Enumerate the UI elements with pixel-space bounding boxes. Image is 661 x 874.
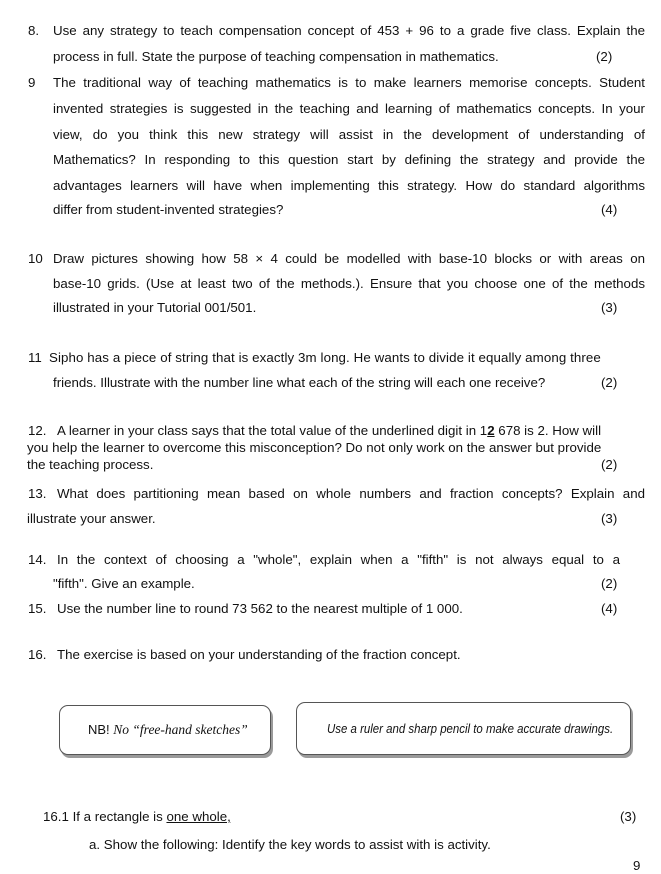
q10-number: 10 — [28, 251, 43, 266]
q12-line-2: you help the learner to overcome this misconception? Do not only work on the answer but provide — [27, 440, 602, 455]
note-freehand-text: No “free-hand sketches” — [113, 722, 248, 737]
q12-underlined-digit: 2 — [487, 423, 495, 438]
q11-line-2: friends. Illustrate with the number line what each of the string will each one receive? — [53, 375, 546, 390]
q12-number: 12. — [28, 423, 47, 438]
q11-mark: (2) — [601, 375, 618, 390]
note-nb-label: NB! — [88, 722, 110, 737]
q14-mark: (2) — [601, 576, 618, 591]
q9-line-6: differ from student-invented strategies? — [53, 202, 284, 217]
q10-line-2: base-10 grids. (Use at least two of the methods.). Ensure that you choose one of the methods — [53, 276, 645, 291]
q16-1-sub-a: a. Show the following: Identify the key words to assist with is activity. — [89, 837, 491, 852]
q8-line-1: Use any strategy to teach compensation concept of 453 + 96 to a grade five class. Explain the — [53, 23, 645, 38]
q15-number: 15. — [28, 601, 47, 616]
q9-line-3: view, do you think this new strategy will assist in the development of understanding of — [53, 127, 645, 142]
q12-mark: (2) — [601, 457, 618, 472]
q13-line-1: What does partitioning mean based on whole numbers and fraction concepts? Explain and — [57, 486, 645, 501]
q9-line-1: The traditional way of teaching mathematics is to make learners memorise concepts. Student — [53, 75, 645, 90]
q13-line-2: illustrate your answer. — [27, 511, 156, 526]
q9-line-4: Mathematics? In responding to this question start by defining the strategy and provide the — [53, 152, 645, 167]
q16-1-mark: (3) — [620, 809, 637, 824]
q13-mark: (3) — [601, 511, 618, 526]
q12-line-3: the teaching process. — [27, 457, 154, 472]
q8-number: 8. — [28, 23, 40, 38]
q13-number: 13. — [28, 486, 47, 501]
q16-1-underlined: one whole, — [166, 809, 231, 824]
q9-mark: (4) — [601, 202, 618, 217]
q8-mark: (2) — [596, 49, 613, 64]
q14-line-2: "fifth". Give an example. — [53, 576, 195, 591]
q16-1-line: 16.1 If a rectangle is one whole, — [43, 809, 231, 824]
page-number: 9 — [633, 858, 641, 873]
q15-mark: (4) — [601, 601, 618, 616]
q11-line-1: Sipho has a piece of string that is exactly 3m long. He wants to divide it equally among three — [49, 350, 601, 365]
note-box-ruler — [296, 702, 631, 755]
q12-line-1: A learner in your class says that the total value of the underlined digit in 12 678 is 2. How will — [57, 423, 602, 438]
q14-number: 14. — [28, 552, 47, 567]
q11-number: 11 — [28, 350, 42, 365]
q10-line-3: illustrated in your Tutorial 001/501. — [53, 300, 257, 315]
q10-mark: (3) — [601, 300, 618, 315]
q14-line-1: In the context of choosing a "whole", explain when a "fifth" is not always equal to a — [57, 552, 620, 567]
q16-text: The exercise is based on your understanding of the fraction concept. — [57, 647, 461, 662]
q9-number: 9 — [28, 75, 36, 90]
q16-1-number: 16.1 — [43, 809, 69, 824]
q9-line-5: advantages learners will have when implementing this strategy. How do standard algorithms — [53, 178, 645, 193]
note-ruler-text: Use a ruler and sharp pencil to make accurate drawings. — [327, 721, 614, 736]
q10-line-1: Draw pictures showing how 58 × 4 could be modelled with base-10 blocks or with areas on — [53, 251, 645, 266]
q16-number: 16. — [28, 647, 47, 662]
q8-line-2: process in full. State the purpose of teaching compensation in mathematics. — [53, 49, 499, 64]
q9-line-2: invented strategies is suggested in the teaching and learning of mathematics concepts. In your — [53, 101, 645, 116]
note-box-freehand — [59, 705, 271, 755]
q15-text: Use the number line to round 73 562 to the nearest multiple of 1 000. — [57, 601, 463, 616]
